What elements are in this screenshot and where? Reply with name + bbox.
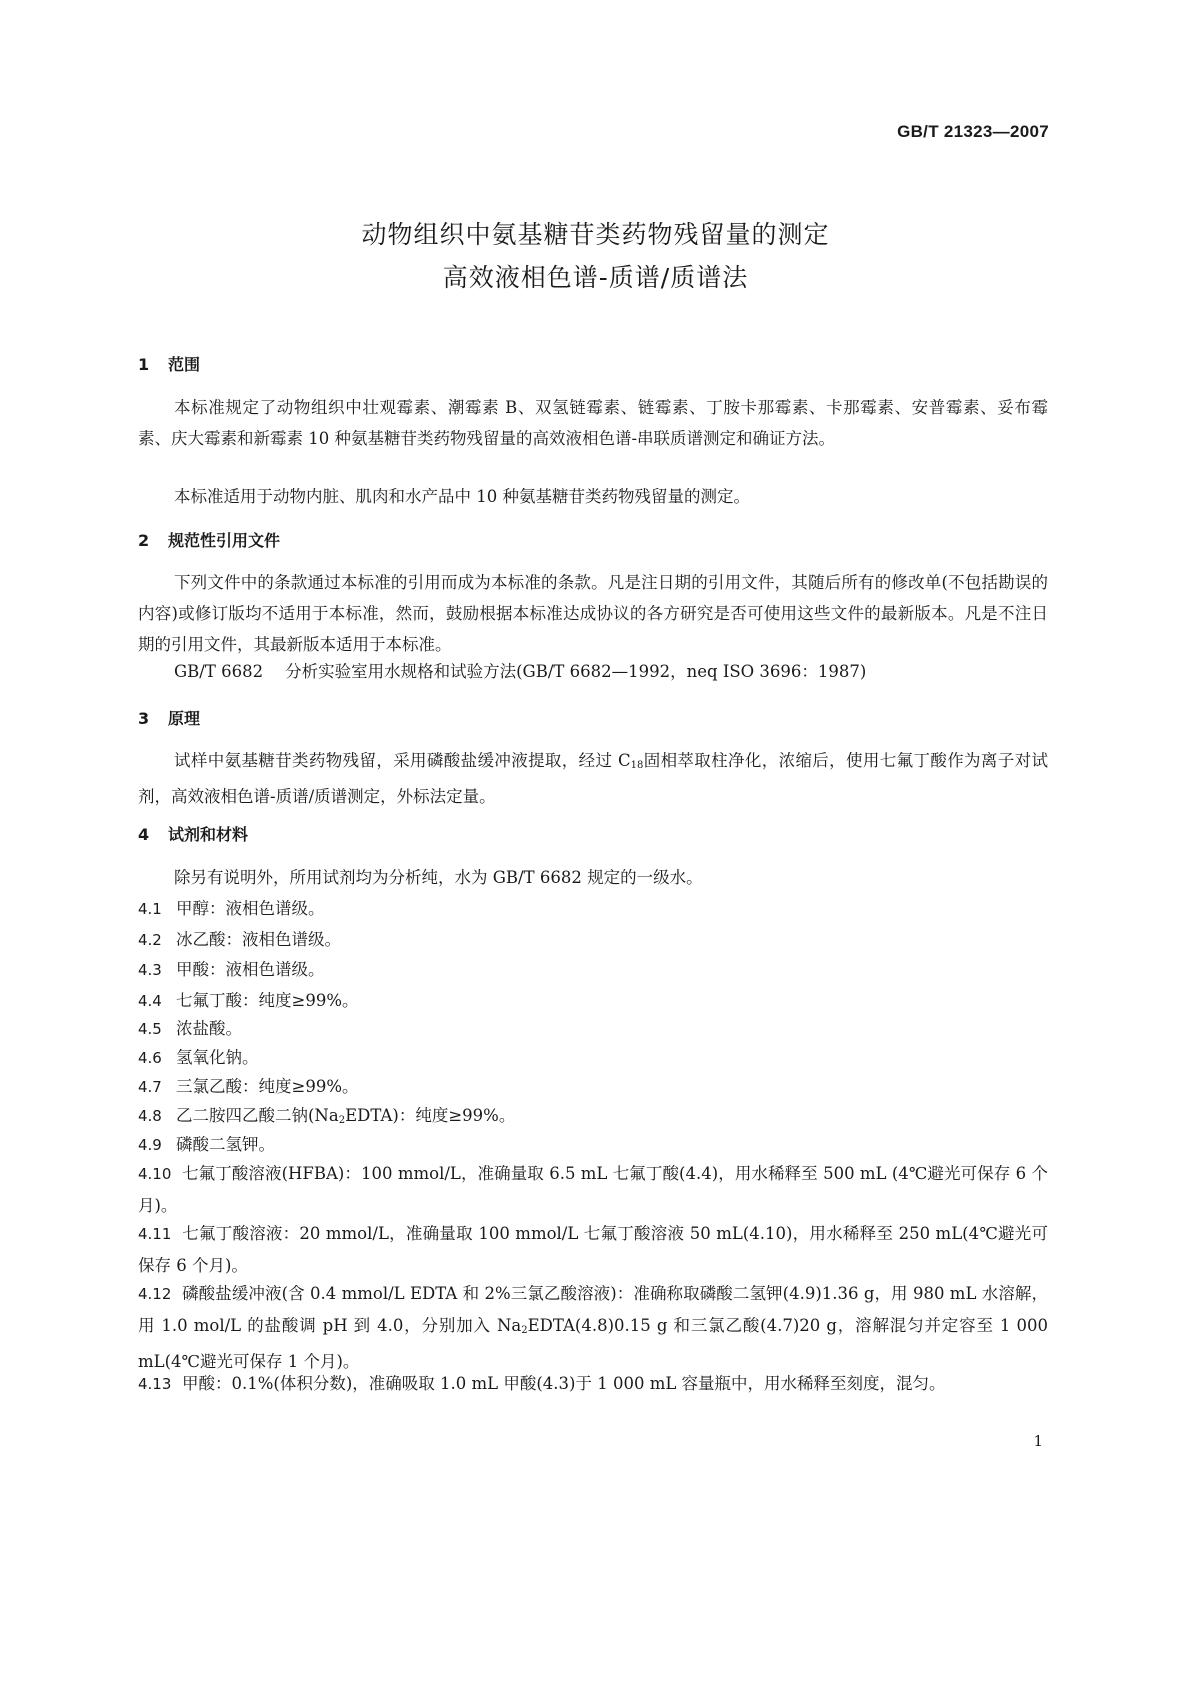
- page-number: 1: [1033, 1432, 1043, 1450]
- section-title: 试剂和材料: [168, 825, 249, 844]
- scope-paragraph-2: 本标准适用于动物内脏、肌肉和水产品中 10 种氨基糖苷类药物残留量的测定。: [174, 487, 750, 506]
- reagent-item: 4.13 甲酸：0.1%(体积分数)，准确吸取 1.0 mL 甲酸(4.3)于 1 000 mL 容量瓶中，用水稀释至刻度，混匀。: [138, 1374, 946, 1393]
- reagent-item: 4.5 浓盐酸。: [138, 1019, 242, 1038]
- section-number: 1: [138, 355, 150, 374]
- reagent-item: 4.3 甲酸：液相色谱级。: [138, 960, 325, 979]
- document-title-line-1: 动物组织中氨基糖苷类药物残留量的测定: [361, 220, 830, 249]
- reagent-item: 4.9 磷酸二氢钾。: [138, 1135, 275, 1154]
- references-paragraph: 下列文件中的条款通过本标准的引用而成为本标准的条款。凡是注日期的引用文件，其随后所有的修改单(不包括勘误的内容)或修订版均不适用于本标准，然而，鼓励根据本标准达成协议的各方研究是否可使用这些文件的最新版本。凡是不注日期的引用文件，其最新版本适用于本标准。: [138, 573, 1048, 654]
- section-number: 3: [138, 709, 150, 728]
- section-heading-reagents: [138, 822, 248, 845]
- reagent-item: 4.4 七氟丁酸：纯度≥99%。: [138, 991, 359, 1010]
- reagent-item: 4.8 乙二胺四乙酸二钠$(Na_2EDTA)$：纯度≥99%。: [138, 1106, 516, 1126]
- reagents-intro: 除另有说明外，所用试剂均为分析纯，水为 GB/T 6682 规定的一级水。: [174, 868, 703, 887]
- reagent-item: 4.7 三氯乙酸：纯度≥99%。: [138, 1077, 359, 1096]
- document-title-line-2: 高效液相色谱-质谱/质谱法: [442, 263, 749, 292]
- section-title: 原理: [168, 709, 201, 728]
- principle-paragraph: 试样中氨基糖苷类药物残留，采用磷酸盐缓冲液提取，经过 $C_{18}$固相萃取柱净化，浓缩后，使用七氟丁酸作为离子对试剂，高效液相色谱-质谱/质谱测定，外标法定量。: [138, 751, 1048, 806]
- section-title: 范围: [168, 355, 201, 374]
- reagent-item: 4.12 磷酸盐缓冲液(含 0.4 mmol/L EDTA 和 2%三氯乙酸溶液)：准确称取磷酸二氢钾(4.9)1.36 g，用 980 mL 水溶解，用 1.0 mol/L 的盐酸调 pH 到 4.0，分别加入 $Na_2EDTA(4.8)0.15$ g 和三氯乙酸(4.7)20 g，溶解混匀并定容至 1 000 mL(4℃避光可保存 1 个月)。: [138, 1284, 1048, 1371]
- section-heading-scope: [138, 352, 200, 375]
- reagent-item: 4.2 冰乙酸：液相色谱级。: [138, 930, 341, 949]
- section-title: 规范性引用文件: [168, 531, 281, 550]
- reagent-item: 4.6 氢氧化钠。: [138, 1048, 259, 1067]
- standard-code: GB/T 21323—2007: [897, 122, 1049, 141]
- section-heading-normative-references: [138, 528, 280, 551]
- section-heading-principle: [138, 706, 200, 729]
- reference-title: 分析实验室用水规格和试验方法(GB/T 6682—1992，neq ISO 3696：1987): [285, 662, 867, 681]
- reference-entry: [138, 656, 1084, 687]
- reagent-item: 4.1 甲醇：液相色谱级。: [138, 899, 325, 918]
- reference-code: GB/T 6682: [174, 662, 264, 681]
- reagent-item: 4.10 七氟丁酸溶液(HFBA)：100 mmol/L，准确量取 6.5 mL 七氟丁酸(4.4)，用水稀释至 500 mL (4℃避光可保存 6 个月)。: [138, 1164, 1048, 1215]
- section-number: 2: [138, 531, 150, 550]
- section-number: 4: [138, 825, 150, 844]
- reagent-item: 4.11 七氟丁酸溶液：20 mmol/L，准确量取 100 mmol/L 七氟丁酸溶液 50 mL(4.10)，用水稀释至 250 mL(4℃避光可保存 6 个月)。: [138, 1224, 1048, 1275]
- scope-paragraph-1: 本标准规定了动物组织中壮观霉素、潮霉素 B、双氢链霉素、链霉素、丁胺卡那霉素、卡那霉素、安普霉素、妥布霉素、庆大霉素和新霉素 10 种氨基糖苷类药物残留量的高效液相色谱-串联质谱测定和确证方法。: [138, 398, 1048, 448]
